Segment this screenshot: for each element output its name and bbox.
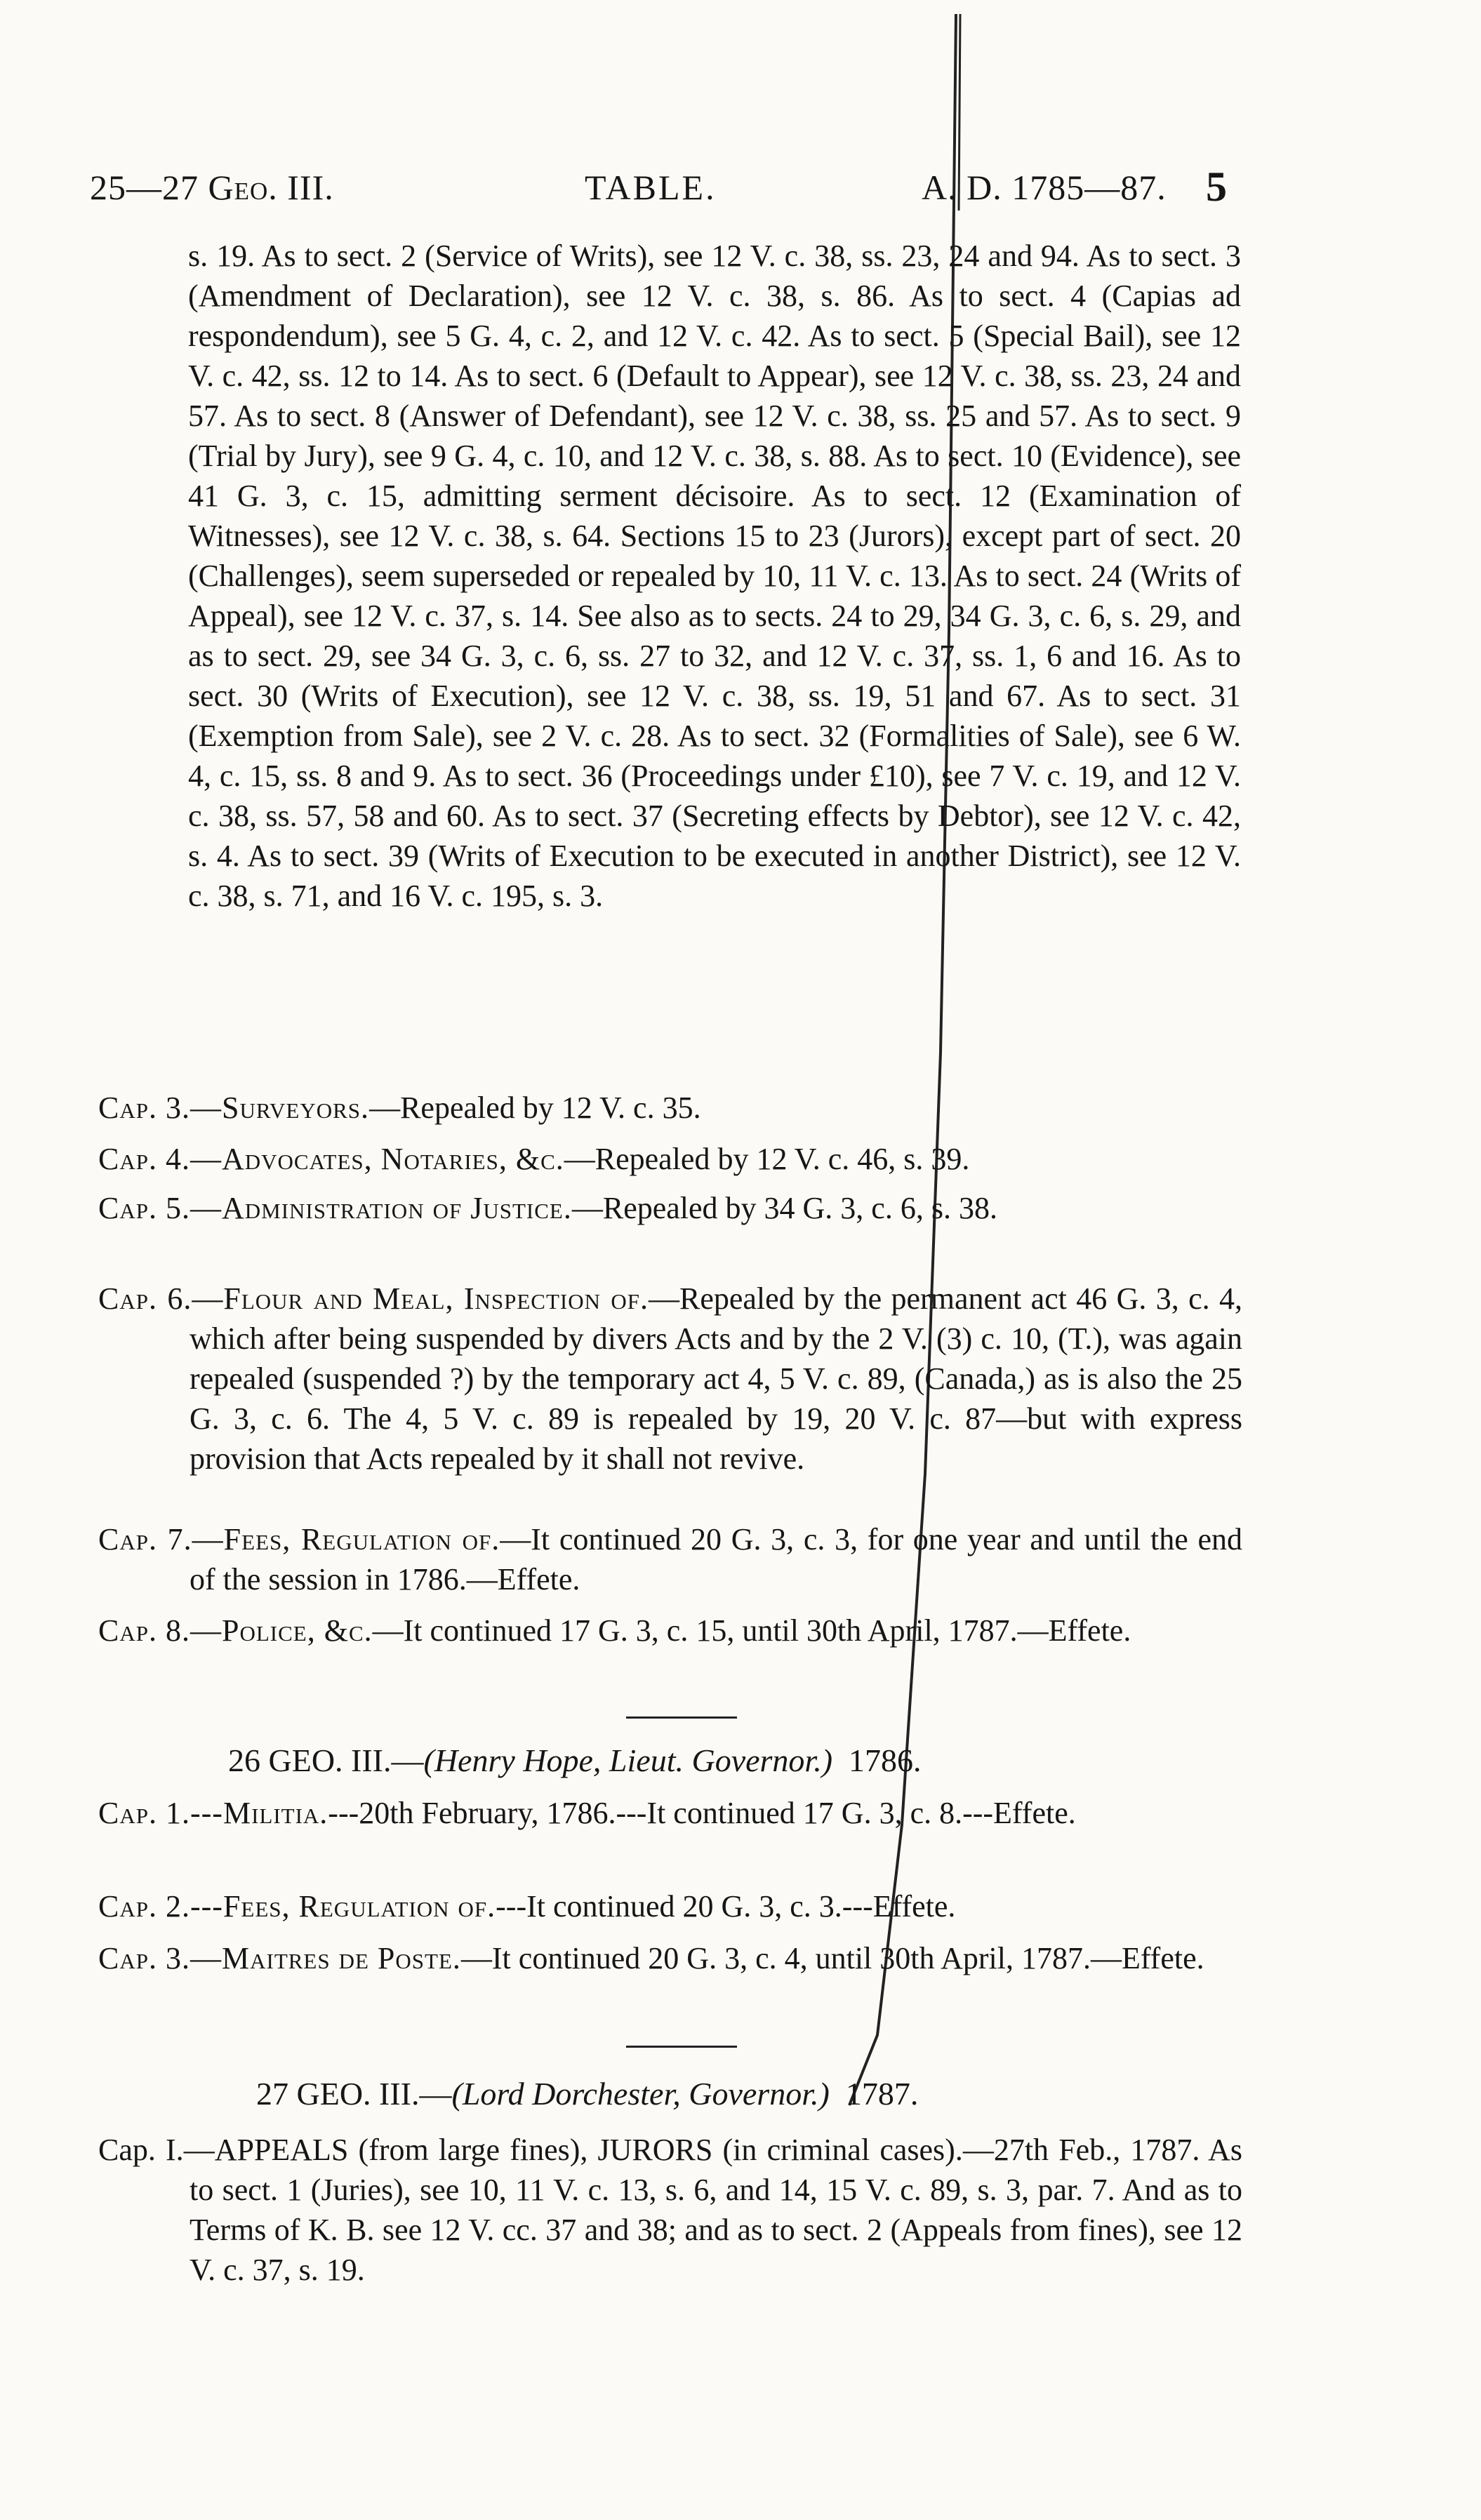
- cap-text: —It continued 20 G. 3, c. 4, until 30th April, 1787.—Effete.: [460, 1941, 1204, 1975]
- cap-label: Cap. 3.: [98, 1941, 190, 1975]
- cap-title: —Flour and Meal, Inspection of.: [192, 1281, 649, 1316]
- cap-title: —Police, &c.: [190, 1613, 373, 1648]
- reign-governor: (Henry Hope, Lieut. Governor.): [423, 1742, 833, 1778]
- cap-5-1785: [98, 1188, 1242, 1228]
- cap-label: Cap. 3.: [98, 1091, 190, 1125]
- cap-text: —27th Feb., 1787. As to sect. 1 (Juries), see 10, 11 V. c. 13, s. 6, and 14, 15 V. c. 89, s. 3, par. 7. And as to Terms of K. B. see 12 V. cc. 37 and 38; and as to sect. 2 (Appeals from fines), see 12 V. c. 37, s. 19.: [190, 2133, 1242, 2287]
- cap-title: —Maitres de Poste.: [190, 1941, 461, 1975]
- cap-title: ---Fees, Regulation of.: [190, 1889, 496, 1924]
- cap-2-1786: [98, 1886, 1242, 1926]
- cap-6-1785: [98, 1279, 1242, 1479]
- reign-year: 1786.: [849, 1742, 922, 1778]
- header-year-range: A. D. 1785—87.: [922, 168, 1167, 207]
- cap-text: —Repealed by 12 V. c. 46, s. 39.: [564, 1142, 970, 1176]
- cap-label: Cap. 2.: [98, 1889, 190, 1924]
- cap-title: —APPEALS (from large fines), JURORS (in criminal cases).: [183, 2133, 963, 2167]
- header-title: TABLE.: [585, 168, 717, 207]
- running-header: [90, 164, 1241, 216]
- cap-text: —It continued 20 G. 3, c. 3, for one year and until the end of the session in 1786.—Effete.: [190, 1522, 1242, 1596]
- reign-heading-26: [228, 1740, 922, 1780]
- cap-text: ---It continued 20 G. 3, c. 3.---Effete.: [496, 1889, 956, 1924]
- cap-7-1785: [98, 1519, 1242, 1599]
- cap-label: Cap. I.: [98, 2133, 184, 2167]
- reign-governor: (Lord Dorchester, Governor.): [451, 2076, 830, 2112]
- cap-8-1785: [98, 1611, 1242, 1651]
- cap-4-1785: [98, 1139, 1242, 1179]
- cap-title: ---Militia.: [190, 1796, 328, 1830]
- cap-label: Cap. 7.: [98, 1522, 192, 1556]
- cap-title: —Administration of Justice.: [190, 1191, 572, 1225]
- cap-title: —Advocates, Notaries, &c.: [190, 1142, 564, 1176]
- cap-text: —Repealed by the permanent act 46 G. 3, c. 4, which after being suspended by divers Acts and by the 2 V. (3) c. 10, (T.), was again repealed (suspended ?) by the temporary act 4, 5 V. c. 89, (Canada,) as is also the 25 G. 3, c. 6. The 4, 5 V. c. 89 is repealed by 19, 20 V. c. 87—but with express provision that Acts repealed by it shall not revive.: [190, 1281, 1242, 1476]
- cap-title: —Fees, Regulation of.: [192, 1522, 500, 1556]
- cap-label: Cap. 4.: [98, 1142, 190, 1176]
- reign-heading: 26 GEO. III.—: [228, 1742, 424, 1778]
- reign-heading-27: [256, 2074, 918, 2114]
- cap-label: Cap. 5.: [98, 1191, 190, 1225]
- cap-text: ---20th February, 1786.---It continued 17 G. 3, c. 8.---Effete.: [328, 1796, 1076, 1830]
- cap-label: Cap. 6.: [98, 1281, 192, 1316]
- section-continuation-text: s. 19. As to sect. 2 (Service of Writs), see 12 V. c. 38, ss. 23, 24 and 94. As to sect. 3 (Amendment of Declaration), see 12 V. c. 38, s. 86. As to sect. 4 (Capias ad respondendum), see 5 G. 4, c. 2, and 12 V. c. 42. As to sect. 5 (Special Bail), see 12 V. c. 42, ss. 12 to 14. As to sect. 6 (Default to Appear), see 12 V. c. 38, ss. 23, 24 and 57. As to sect. 8 (Answer of Defendant), see 12 V. c. 38, ss. 25 and 57. As to sect. 9 (Trial by Jury), see 9 G. 4, c. 10, and 12 V. c. 38, s. 88. As to sect. 10 (Evidence), see 41 G. 3, c. 15, admitting serment décisoire. As to sect. 12 (Examination of Witnesses), see 12 V. c. 38, s. 64. Sections 15 to 23 (Jurors), except part of sect. 20 (Challenges), seem superseded or repealed by 10, 11 V. c. 13. As to sect. 24 (Writs of Appeal), see 12 V. c. 37, s. 14. See also as to sects. 24 to 29, 34 G. 3, c. 6, s. 29, and as to sect. 29, see 34 G. 3, c. 6, ss. 27 to 32, and 12 V. c. 37, ss. 1, 6 and 16. As to sect. 30 (Writs of Execution), see 12 V. c. 38, ss. 19, 51 and 67. As to sect. 31 (Exemption from Sale), see 2 V. c. 28. As to sect. 32 (Formalities of Sale), see 6 W. 4, c. 15, ss. 8 and 9. As to sect. 36 (Proceedings under £10), see 7 V. c. 19, and 12 V. c. 38, ss. 57, 58 and 60. As to sect. 37 (Secreting effects by Debtor), see 12 V. c. 42, s. 4. As to sect. 39 (Writs of Execution to be executed in another District), see 12 V. c. 38, s. 71, and 16 V. c. 195, s. 3.: [188, 239, 1241, 913]
- cap-1-1786: [98, 1793, 1242, 1833]
- header-reign-range: 25—27 Geo. III.: [90, 168, 334, 207]
- cap-3-1786: [98, 1938, 1242, 1978]
- cap-1-1787: [98, 2130, 1242, 2290]
- cap-text: —Repealed by 34 G. 3, c. 6, s. 38.: [571, 1191, 997, 1225]
- section-continuation: [188, 236, 1241, 916]
- cap-text: —It continued 17 G. 3, c. 15, until 30th April, 1787.—Effete.: [372, 1613, 1131, 1648]
- reign-heading: 27 GEO. III.—: [256, 2076, 452, 2112]
- cap-label: Cap. 1.: [98, 1796, 190, 1830]
- reign-year: 1787.: [845, 2076, 919, 2112]
- cap-text: —Repealed by 12 V. c. 35.: [369, 1091, 701, 1125]
- cap-label: Cap. 8.: [98, 1613, 190, 1648]
- cap-title: —Surveyors.: [190, 1091, 370, 1125]
- section-divider: [626, 2046, 737, 2048]
- section-divider: [626, 1716, 737, 1719]
- page-number: 5: [1206, 164, 1228, 210]
- cap-3-1785: [98, 1088, 1242, 1128]
